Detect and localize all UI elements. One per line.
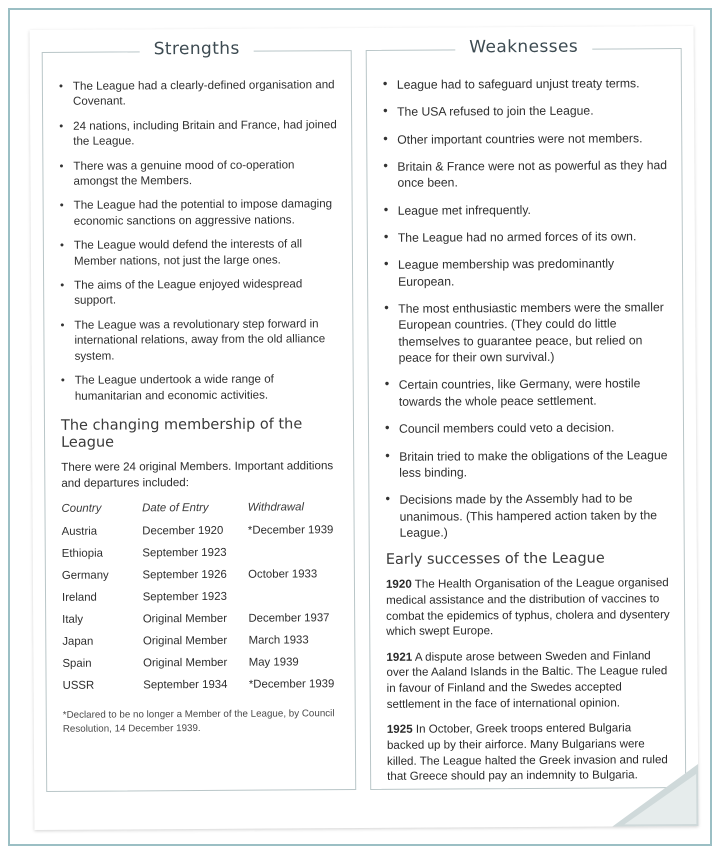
cell-entry: September 1923 — [142, 547, 227, 560]
list-item: ● The aims of the League enjoyed widespread support. — [60, 276, 338, 309]
list-item: • League membership was predominantly European. — [384, 256, 668, 290]
cell-country: Ireland — [61, 592, 97, 605]
strengths-panel — [42, 38, 357, 792]
table-row — [62, 520, 340, 544]
column-header-country: Country — [61, 503, 102, 516]
list-item: ● The League would defend the interests of all Member nations, not just the large ones. — [60, 236, 338, 269]
cell-withdrawal: March 1933 — [248, 634, 309, 648]
success-entry — [386, 575, 670, 639]
table-row — [62, 630, 340, 654]
success-text: A dispute arose between Sweden and Finland over the Aaland Islands in the Baltic. The League ruled in favour of Finland and the Swedes accepted settlement in the face of international opinion. — [386, 649, 668, 711]
list-item: • Britain & France were not as powerful as they had once been. — [383, 157, 667, 191]
list-item: ● The League undertook a wide range of humanitarian and economic activities. — [61, 371, 339, 404]
table-row — [62, 542, 340, 566]
list-item: ● The League had a clearly-defined organisation and Covenant. — [59, 77, 337, 110]
success-entry — [386, 648, 670, 712]
cell-entry: Original Member — [142, 613, 228, 626]
table-row — [62, 652, 340, 676]
weaknesses-title: Weaknesses — [455, 37, 592, 58]
list-item: • Decisions made by the Assembly had to be unanimous. (This hampered action taken by the League.) — [385, 490, 669, 541]
success-year: 1920 — [385, 577, 412, 592]
list-item: • The most enthusiastic members were the smaller European countries. (They could do little themselves to guarantee peace, but relied on peace for their own survival.) — [384, 299, 668, 366]
cell-entry: September 1934 — [143, 679, 228, 692]
list-item: • League had to safeguard unjust treaty terms. — [383, 75, 667, 93]
cell-country: Italy — [62, 614, 84, 627]
page-border — [8, 8, 712, 846]
column-header-date-of-entry: Date of Entry — [142, 502, 209, 515]
list-item: ● 24 nations, including Britain and France, had joined the League. — [59, 117, 337, 150]
cell-withdrawal: *December 1939 — [247, 524, 334, 538]
weaknesses-content — [367, 49, 686, 805]
success-year: 1925 — [386, 723, 413, 737]
cell-country: USSR — [62, 680, 95, 693]
membership-table — [61, 500, 340, 698]
two-column-layout — [30, 26, 699, 830]
cell-country: Japan — [62, 636, 94, 649]
cell-withdrawal: October 1933 — [248, 568, 318, 582]
successes-list — [386, 575, 671, 784]
list-item: • Council members could veto a decision. — [385, 419, 669, 437]
column-header-withdrawal: Withdrawal — [247, 501, 305, 515]
table-header-row — [61, 500, 339, 522]
document-sheet — [30, 26, 699, 830]
membership-heading: The changing membership of the League — [60, 416, 303, 451]
weaknesses-list — [383, 75, 670, 541]
strengths-list — [59, 77, 339, 404]
cell-country: Germany — [61, 569, 109, 583]
table-footnote: *Declared to be no longer a Member of the League, by Council Resolution, 14 December 1939. — [62, 708, 335, 735]
list-item: ● The League was a revolutionary step forward in international relations, away from the old alliance system. — [60, 316, 338, 364]
weaknesses-panel — [366, 36, 687, 790]
strengths-content — [43, 51, 355, 747]
list-item: • Britain tried to make the obligations of the League less binding. — [385, 447, 669, 481]
cell-withdrawal: *December 1939 — [248, 678, 335, 692]
list-item: • Certain countries, like Germany, were hostile towards the whole peace settlement. — [385, 376, 669, 410]
cell-withdrawal: December 1937 — [248, 612, 330, 626]
cell-entry: Original Member — [143, 657, 228, 670]
table-row — [63, 674, 341, 698]
cell-entry: Original Member — [142, 635, 228, 648]
list-item: • Other important countries were not members. — [383, 130, 667, 148]
membership-lead: There were 24 original Members. Important additions and departures included: — [61, 459, 334, 490]
list-item: ● There was a genuine mood of co-operation amongst the Members. — [59, 157, 337, 190]
list-item: • League met infrequently. — [384, 201, 668, 219]
cell-withdrawal — [248, 586, 340, 609]
success-text: In October, Greek troops entered Bulgaria backed up by their airforce. Many Bulgarians were killed. The League halted the Greek invasion and ruled that Greece should pay an indemnity to Bulgaria. — [386, 721, 668, 784]
strengths-title: Strengths — [140, 39, 254, 60]
cell-entry: December 1920 — [142, 525, 224, 538]
cell-country: Spain — [62, 658, 92, 671]
cell-withdrawal — [248, 542, 340, 565]
success-text: The Health Organisation of the League organised medical assistance and the distribution of vaccines to combat the epidemics of typhus, cholera and dysentery which swept Europe. — [386, 576, 670, 639]
page-corner-fold-inner — [624, 774, 696, 824]
cell-country: Ethiopia — [61, 548, 103, 561]
table-row — [62, 608, 340, 632]
list-item: • The USA refused to join the League. — [383, 102, 667, 120]
table-row — [62, 564, 340, 588]
success-year: 1921 — [386, 650, 413, 664]
list-item: • The League had no armed forces of its own. — [384, 228, 668, 246]
cell-entry: September 1926 — [142, 569, 227, 582]
cell-entry: September 1923 — [142, 591, 227, 604]
list-item: ● The League had the potential to impose damaging economic sanctions on aggressive nations. — [60, 197, 338, 230]
table-row — [62, 586, 340, 610]
cell-withdrawal: May 1939 — [248, 656, 299, 670]
cell-country: Austria — [61, 526, 98, 539]
successes-heading: Early successes of the League — [385, 550, 605, 569]
